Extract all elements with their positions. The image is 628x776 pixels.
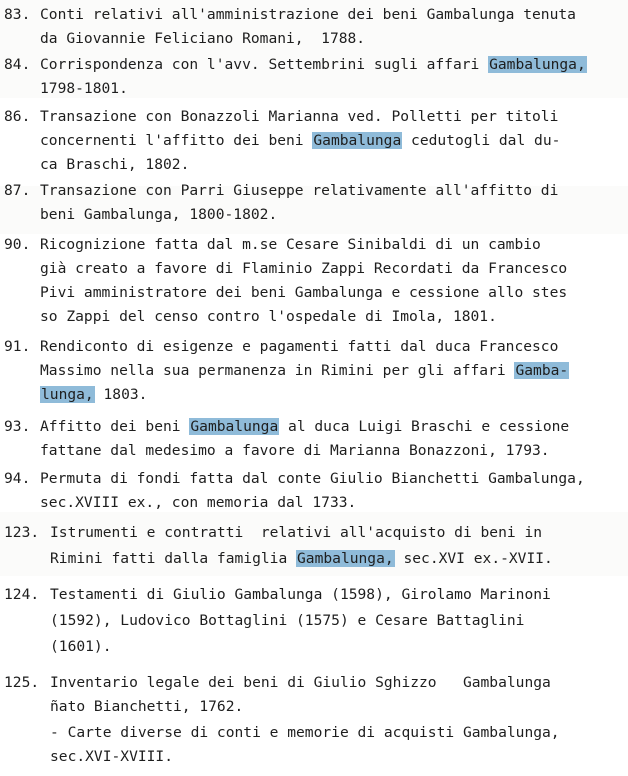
entry-text-line: Inventario legale dei beni di Giulio Sghizzo Gambalunga xyxy=(50,674,551,691)
entry-text-line: Pivi amministratore dei beni Gambalunga e cessione allo stes xyxy=(40,284,568,301)
entry-text-line: Rendiconto di esigenze e pagamenti fatti dal duca Francesco xyxy=(40,338,559,355)
entry-text-line: Permuta di fondi fatta dal conte Giulio Bianchetti Gambalunga, xyxy=(40,470,585,487)
entry-text-line: sec.XVIII ex., con memoria dal 1733. xyxy=(40,494,357,511)
highlighted-term: Gambalunga xyxy=(190,418,279,435)
entry-text-line: fattane dal medesimo a favore di Marianna Bonazzoni, 1793. xyxy=(40,442,550,459)
highlighted-term: lunga, xyxy=(41,386,94,403)
highlighted-term: Gambalunga, xyxy=(489,56,586,73)
highlighted-term: Gambalunga, xyxy=(297,550,394,567)
entry-text-line: 1798-1801. xyxy=(40,80,128,97)
entry-number: 90. xyxy=(4,236,31,253)
entry-text-line: (1601). xyxy=(50,638,112,655)
entry-text-line: lunga, 1803. xyxy=(41,386,148,403)
entry-text-line: Ricognizione fatta dal m.se Cesare Sinibaldi di un cambio xyxy=(40,236,541,253)
entry-text-line: Transazione con Bonazzoli Marianna ved. Polletti per titoli xyxy=(40,108,559,125)
entry-text-line: Massimo nella sua permanenza in Rimini per gli affari Gamba- xyxy=(40,362,569,379)
entry-number: 123. xyxy=(4,524,40,541)
entry-text-line: Transazione con Parri Giuseppe relativamente all'affitto di xyxy=(40,182,559,199)
highlighted-term: Gambalunga xyxy=(313,132,402,149)
entry-text-line: Affitto dei beni Gambalunga al duca Luigi Braschi e cessione xyxy=(40,418,570,435)
entry-number: 91. xyxy=(4,338,31,355)
entry-text-line: (1592), Ludovico Bottaglini (1575) e Cesare Battaglini xyxy=(50,612,525,629)
entry-text-line: Corrispondenza con l'avv. Settembrini sugli affari Gambalunga, xyxy=(40,56,586,73)
entry-number: 86. xyxy=(4,108,31,125)
entry-text-line: Istrumenti e contratti relativi all'acquisto di beni in xyxy=(50,524,543,541)
entry-text-line: concernenti l'affitto dei beni Gambalunga cedutogli dal du- xyxy=(40,132,561,149)
entry-text-line: - Carte diverse di conti e memorie di acquisti Gambalunga, xyxy=(50,724,560,741)
entry-text-line: Conti relativi all'amministrazione dei beni Gambalunga tenuta xyxy=(40,6,576,23)
highlighted-term: Gamba- xyxy=(515,362,569,379)
entry-number: 94. xyxy=(4,470,31,487)
entry-text-line: sec.XVI-XVIII. xyxy=(50,748,174,765)
entry-number: 125. xyxy=(4,674,40,691)
entry-text-line: Testamenti di Giulio Gambalunga (1598), Girolamo Marinoni xyxy=(50,586,551,603)
entry-number: 124. xyxy=(4,586,40,603)
entry-text-line: so Zappi del censo contro l'ospedale di Imola, 1801. xyxy=(40,308,497,325)
entry-text-line: ca Braschi, 1802. xyxy=(40,156,190,173)
entry-number: 93. xyxy=(4,418,31,435)
entry-text-line: già creato a favore di Flaminio Zappi Recordati da Francesco xyxy=(40,260,568,277)
entry-number: 87. xyxy=(4,182,31,199)
entry-text-line: ñato Bianchetti, 1762. xyxy=(50,698,244,715)
entry-text-line: da Giovannie Feliciano Romani, 1788. xyxy=(40,30,366,47)
entry-text-line: beni Gambalunga, 1800-1802. xyxy=(40,206,278,223)
entry-number: 84. xyxy=(4,56,31,73)
entry-text-line: Rimini fatti dalla famiglia Gambalunga, sec.XVI ex.-XVII. xyxy=(50,550,553,567)
entry-number: 83. xyxy=(4,6,31,23)
